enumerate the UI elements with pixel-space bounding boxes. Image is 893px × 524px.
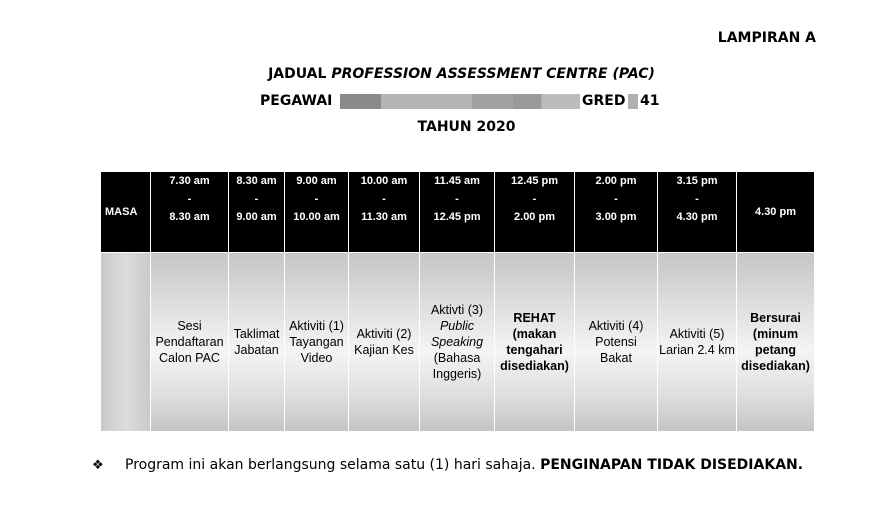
footnote-bold: PENGINAPAN TIDAK DISEDIAKAN. [540,457,804,473]
activity-cell: Aktivti (3) Public Speaking (Bahasa Inggeris) [420,253,495,432]
time-slot: 12.45 pm - 2.00 pm [495,172,575,253]
activity-row [101,253,815,432]
footnote [92,457,803,473]
time-slot: 10.00 am - 11.30 am [349,172,420,253]
diamond-bullet-icon: ❖ [92,458,104,473]
grade-label: GRED [582,93,626,109]
time-slot: 8.30 am - 9.00 am [229,172,285,253]
redacted-grade-prefix [628,94,638,109]
time-slot-last: 4.30 pm [737,172,815,253]
activity-cell: Aktiviti (4) Potensi Bakat [575,253,658,432]
activity-cell: Sesi Pendaftaran Calon PAC [151,253,229,432]
title-prefix: JADUAL [268,66,332,82]
masa-header: MASA [101,172,151,253]
officer-label: PEGAWAI [260,93,333,109]
time-slot: 7.30 am - 8.30 am [151,172,229,253]
grade-suffix: 41 [640,93,660,109]
time-slot: 3.15 pm - 4.30 pm [658,172,737,253]
activity-cell: REHAT (makan tengahari disediakan) [495,253,575,432]
schedule-table [100,171,815,432]
footnote-text: Program ini akan berlangsung selama satu (1) hari sahaja. [125,457,541,473]
activity-cell: Aktiviti (2) Kajian Kes [349,253,420,432]
activity-row-label [101,253,151,432]
year-line: TAHUN 2020 [417,119,516,135]
activity-cell: Bersurai (minum petang disediakan) [737,253,815,432]
activity-cell: Aktiviti (5) Larian 2.4 km [658,253,737,432]
time-slot: 11.45 am - 12.45 pm [420,172,495,253]
annex-label: LAMPIRAN A [717,30,816,46]
time-header-row [101,172,815,253]
title-italic: PROFESSION ASSESSMENT CENTRE (PAC) [331,66,655,82]
activity-cell: Taklimat Jabatan [229,253,285,432]
time-slot: 9.00 am - 10.00 am [285,172,349,253]
document-title [15,66,893,82]
activity-cell: Aktiviti (1) Tayangan Video [285,253,349,432]
redacted-officer-name [340,94,580,109]
time-slot: 2.00 pm - 3.00 pm [575,172,658,253]
